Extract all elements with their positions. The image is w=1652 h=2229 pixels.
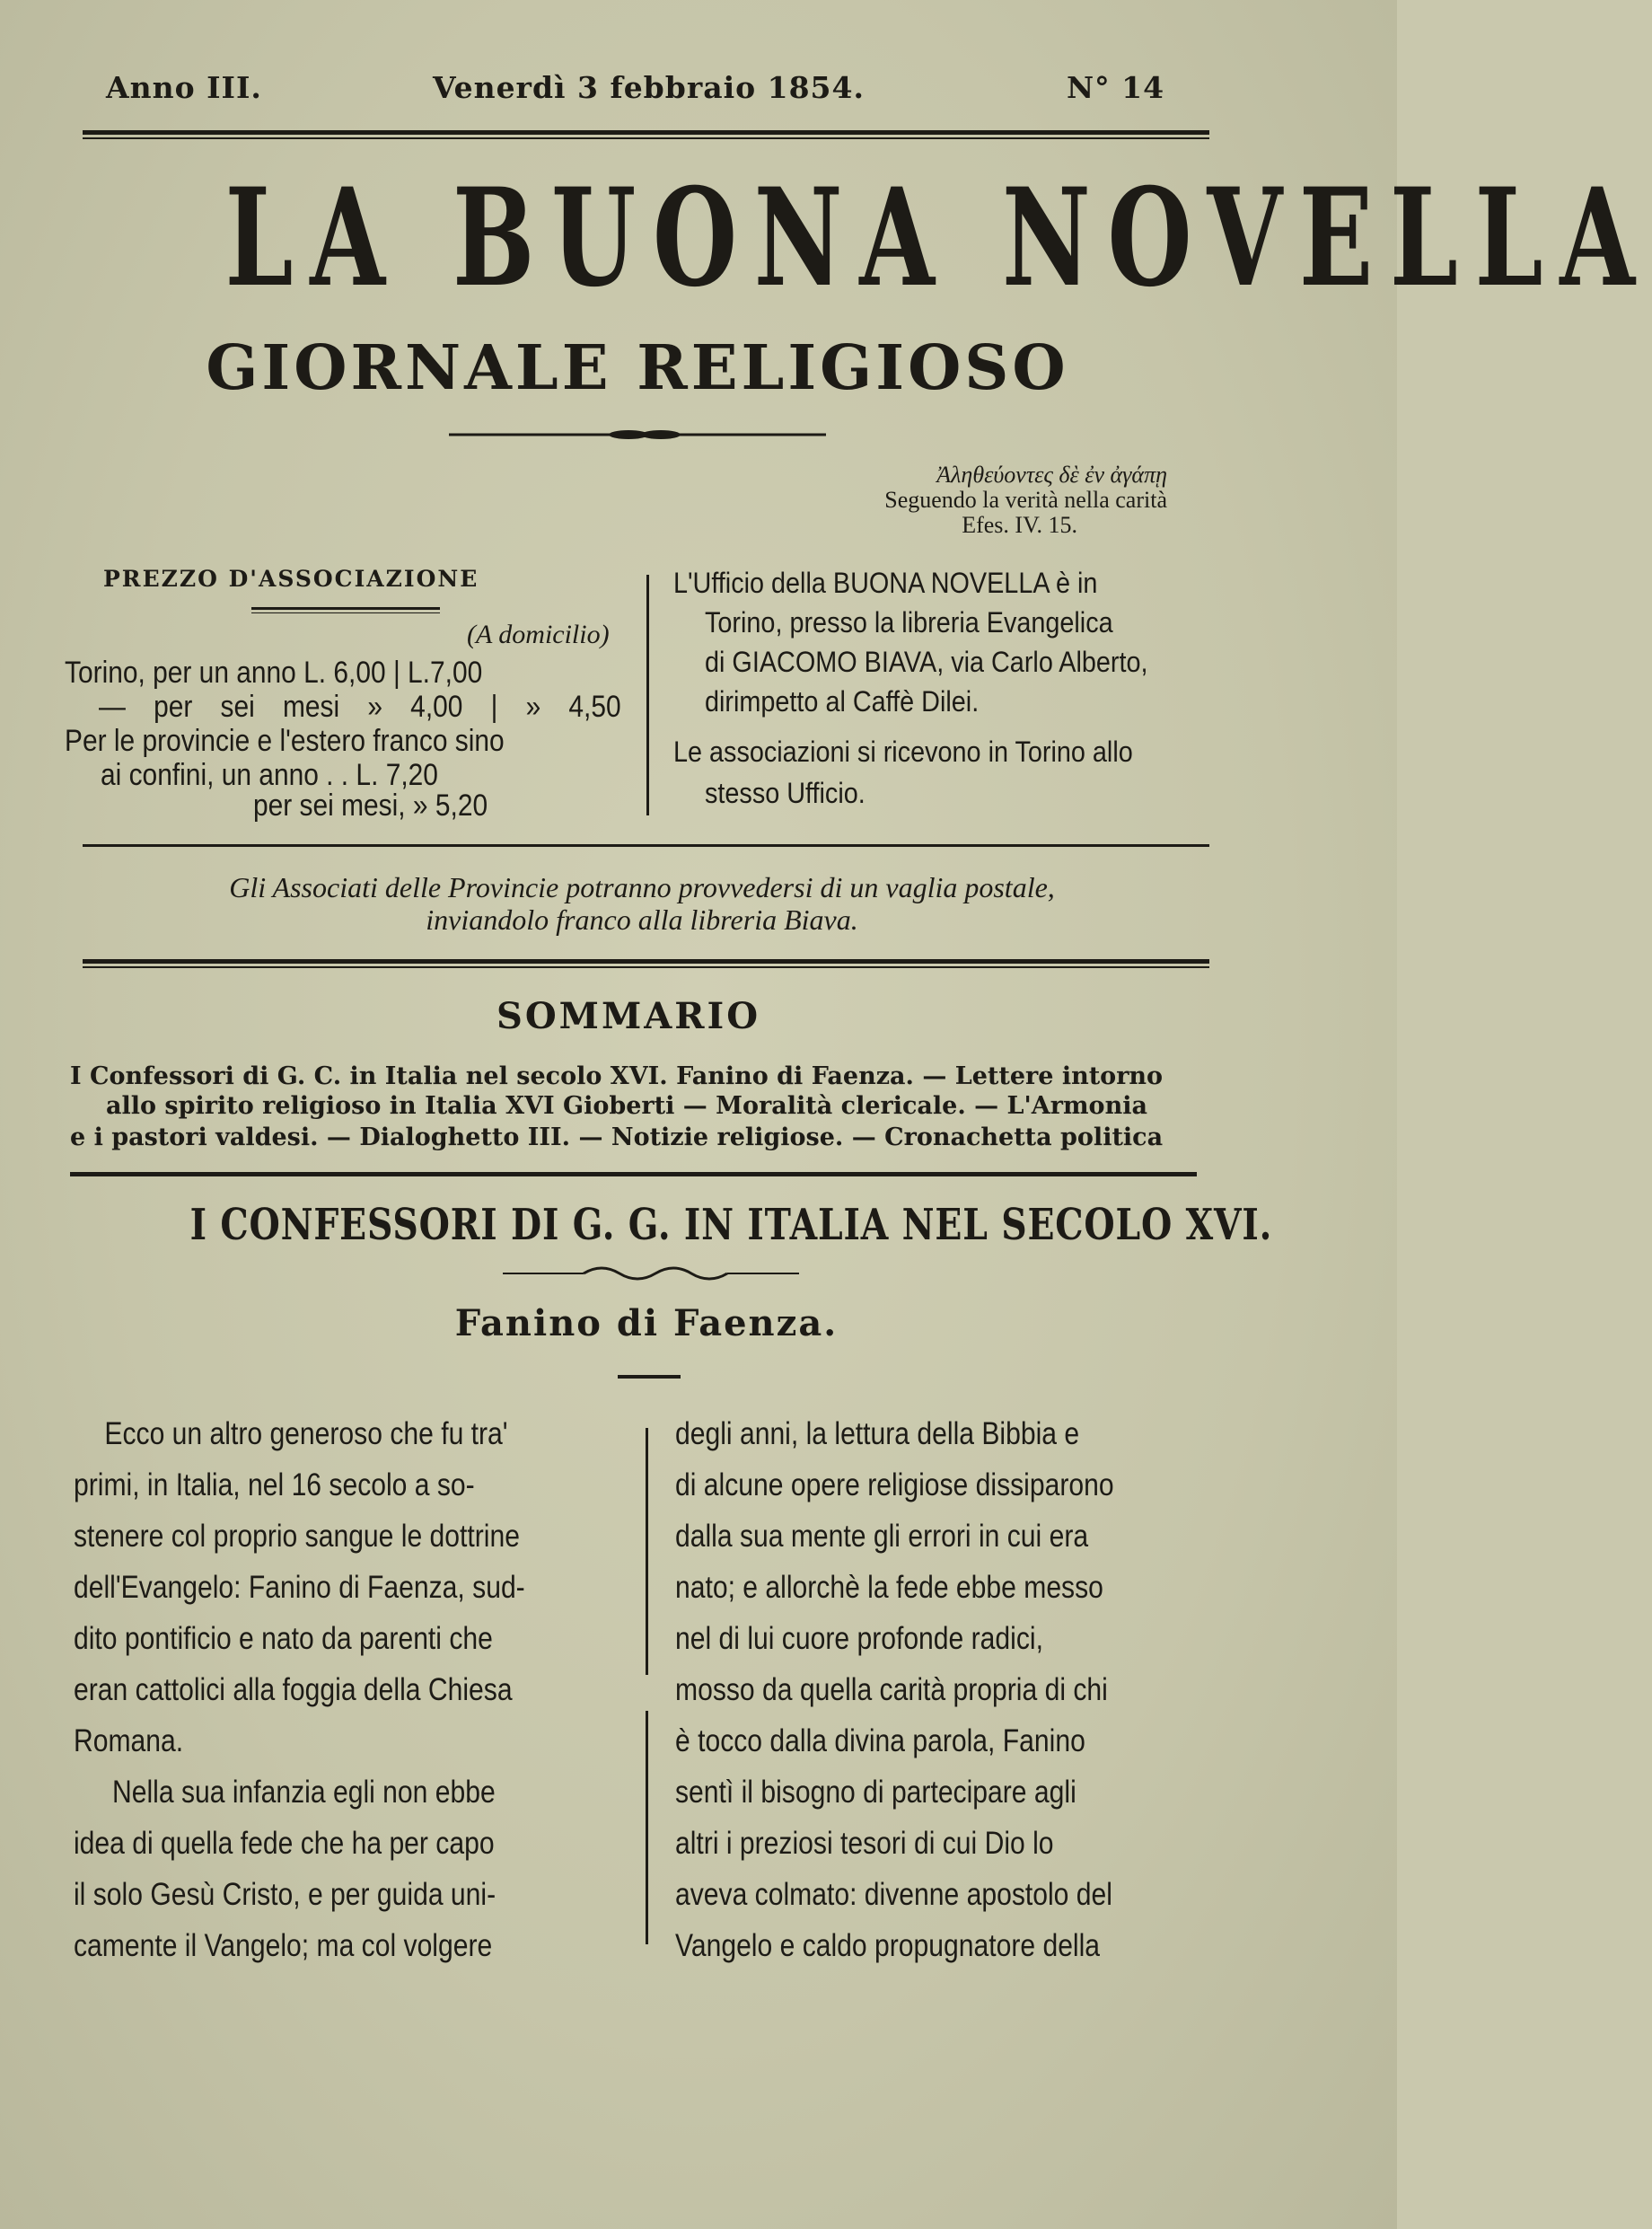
paragraph-line: altri i preziosi tesori di cui Dio lo — [675, 1826, 1054, 1861]
article-subtitle: Fanino di Faenza. — [454, 1302, 839, 1344]
sommario-title: SOMMARIO — [496, 995, 761, 1037]
motto-italian: Seguendo la verità nella carità — [884, 487, 1167, 513]
masthead-subtitle: GIORNALE RELIGIOSO — [206, 332, 1069, 404]
office-line: stesso Ufficio. — [705, 777, 866, 809]
sommario-line: allo spirito religioso in Italia XVI Gioberti — Moralità clericale. — L'Armonia — [106, 1092, 1147, 1120]
paragraph-line: Vangelo e caldo propugnatore della — [675, 1928, 1101, 1963]
section-rule-thick — [83, 959, 1209, 964]
section-rule — [83, 844, 1209, 847]
paragraph-line: è tocco dalla divina parola, Fanino — [675, 1723, 1085, 1758]
price-column-divider — [646, 575, 649, 815]
notice-line: inviandolo franco alla libreria Biava. — [426, 903, 858, 936]
paragraph-line: stenere col proprio sangue le dottrine — [74, 1519, 520, 1554]
paragraph-line: dalla sua mente gli errori in cui era — [675, 1519, 1089, 1554]
price-rule-thin — [251, 612, 440, 613]
paragraph-line: camente il Vangelo; ma col volgere — [74, 1928, 493, 1963]
paragraph-line: dell'Evangelo: Fanino di Faenza, sud- — [74, 1570, 525, 1605]
paragraph-line: degli anni, la lettura della Bibbia e — [675, 1416, 1080, 1451]
paragraph-line: Nella sua infanzia egli non ebbe — [112, 1775, 496, 1810]
issue-date: Venerdì 3 febbraio 1854. — [433, 70, 865, 105]
office-line: di GIACOMO BIAVA, via Carlo Alberto, — [705, 646, 1148, 678]
price-line: ai confini, un anno . . L. 7,20 — [101, 758, 438, 792]
price-note: (A domicilio) — [467, 620, 610, 649]
column-divider — [646, 1711, 648, 1944]
header-rule-thin — [83, 137, 1209, 139]
paragraph-line: il solo Gesù Cristo, e per guida uni- — [74, 1877, 496, 1912]
paragraph-line: idea di quella fede che ha per capo — [74, 1826, 495, 1861]
volume-label: Anno III. — [106, 70, 262, 105]
article-ornament — [503, 1261, 799, 1284]
notice-line: Gli Associati delle Provincie potranno provvedersi di un vaglia postale, — [229, 871, 1055, 903]
motto-greek: Ἀληθεύοντες δὲ ἐν ἀγάπῃ — [936, 462, 1167, 488]
price-line: — per sei mesi » 4,00 | » 4,50 — [99, 690, 621, 724]
motto-reference: Efes. IV. 15. — [962, 512, 1077, 538]
masthead-title: LA BUONA NOVELLA — [224, 159, 1652, 317]
price-line: Per le provincie e l'estero franco sino — [65, 724, 505, 758]
paragraph-line: dito pontificio e nato da parenti che — [74, 1621, 493, 1656]
sommario-line: e i pastori valdesi. — Dialoghetto III. — Notizie religiose. — Cronachetta politica — [70, 1123, 1164, 1151]
office-line: dirimpetto al Caffè Dilei. — [705, 685, 980, 718]
paragraph-line: nel di lui cuore profonde radici, — [675, 1621, 1043, 1656]
paragraph-line: Romana. — [74, 1723, 184, 1758]
office-line: Torino, presso la libreria Evangelica — [705, 606, 1113, 639]
price-rule — [251, 607, 440, 610]
price-title: PREZZO D'ASSOCIAZIONE — [103, 566, 479, 592]
motto — [790, 463, 1167, 538]
paragraph-line: di alcune opere religiose dissiparono — [675, 1467, 1114, 1502]
issue-number: N° 14 — [1067, 70, 1165, 105]
sommario-rule — [70, 1172, 1197, 1176]
article-short-rule — [618, 1375, 681, 1379]
paragraph-line: sentì il bisogno di partecipare agli — [675, 1775, 1076, 1810]
office-line: Le associazioni si ricevono in Torino allo — [673, 736, 1133, 768]
sommario-line: I Confessori di G. C. in Italia nel secolo XVI. Fanino di Faenza. — Lettere intorno — [70, 1062, 1164, 1090]
paragraph-line: mosso da quella carità propria di chi — [675, 1672, 1108, 1707]
office-line: L'Ufficio della BUONA NOVELLA è in — [673, 567, 1098, 599]
paragraph-line: primi, in Italia, nel 16 secolo a so- — [74, 1467, 475, 1502]
price-line: per sei mesi, » 5,20 — [253, 789, 488, 823]
paragraph-line: Ecco un altro generoso che fu tra' — [104, 1416, 508, 1451]
paragraph-line: aveva colmato: divenne apostolo del — [675, 1877, 1112, 1912]
column-divider — [646, 1428, 648, 1675]
paragraph-line: eran cattolici alla foggia della Chiesa — [74, 1672, 513, 1707]
article-title: I CONFESSORI DI G. G. IN ITALIA NEL SECOLO XVI. — [189, 1200, 1273, 1250]
header-rule — [83, 130, 1209, 135]
article-column-right — [675, 1408, 1114, 1971]
price-line: Torino, per un anno L. 6,00 | L.7,00 — [65, 656, 483, 690]
paragraph-line: nato; e allorchè la fede ebbe messo — [675, 1570, 1103, 1605]
section-rule-thin — [83, 966, 1209, 968]
ornament-divider — [449, 424, 826, 445]
article-column-left — [74, 1408, 525, 1971]
